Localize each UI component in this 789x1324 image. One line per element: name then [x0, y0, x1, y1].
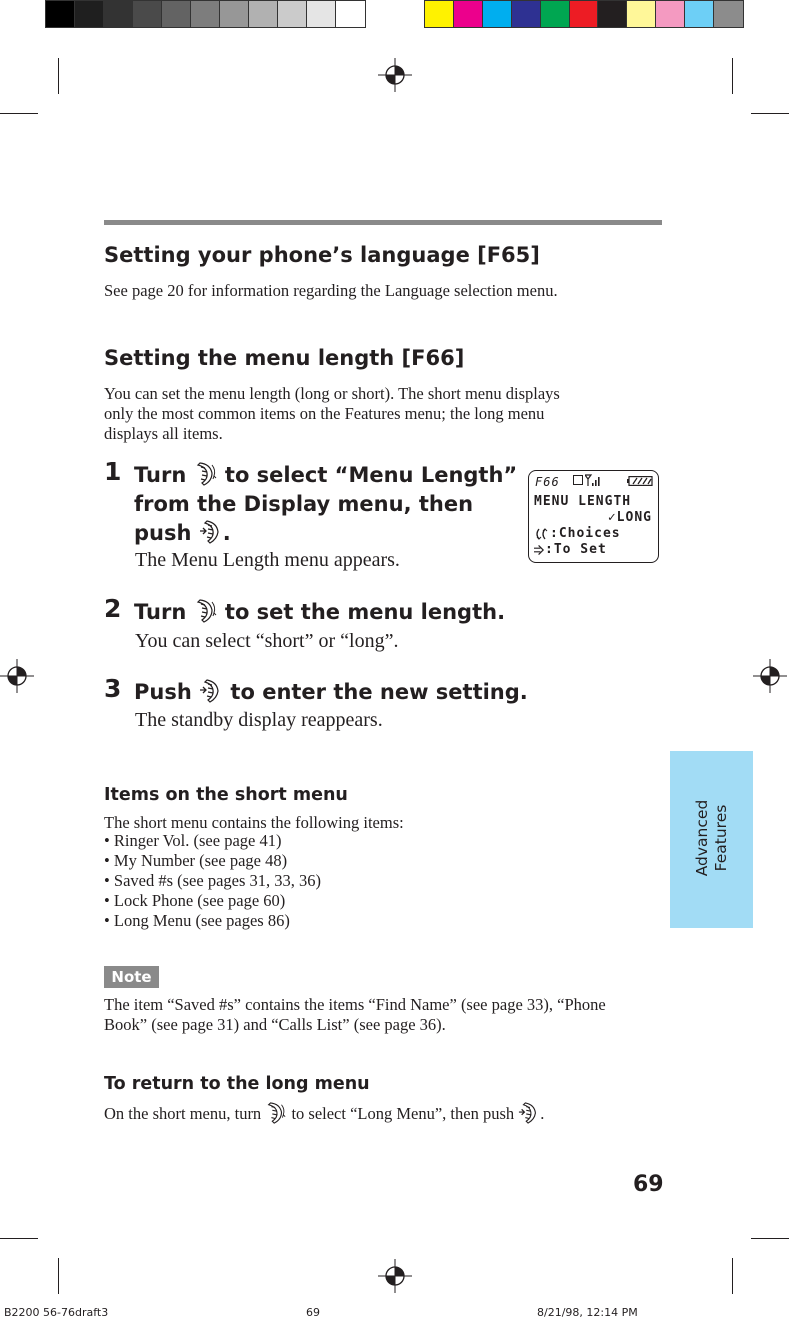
step-title-text: from the Display menu, then	[134, 492, 474, 516]
color-swatch	[598, 1, 627, 27]
note-line: Book” (see page 31) and “Calls List” (see page 36).	[104, 1015, 446, 1034]
lcd-code: F66	[535, 475, 560, 489]
crop-mark	[732, 1258, 733, 1294]
step-title-text: to set the menu length.	[224, 600, 506, 624]
subsection-heading-return: To return to the long menu	[104, 1074, 370, 1094]
page-number: 69	[633, 1172, 664, 1197]
process-color-bar	[424, 0, 744, 28]
lcd-line-3	[534, 526, 621, 542]
crop-mark	[732, 58, 733, 94]
list-item: • My Number (see page 48)	[104, 851, 288, 870]
footer-datetime: 8/21/98, 12:14 PM	[537, 1306, 638, 1319]
phone-display	[528, 470, 659, 563]
color-swatch	[714, 1, 743, 27]
step-result: You can select “short” or “long”.	[135, 630, 399, 652]
step-title-text: Turn	[134, 600, 187, 624]
color-swatch	[627, 1, 656, 27]
turn-arrows-icon	[534, 528, 550, 540]
color-swatch	[454, 1, 483, 27]
intro-line: displays all items.	[104, 424, 223, 443]
return-text	[104, 1101, 544, 1125]
lcd-line-4-text: :To Set	[545, 542, 607, 557]
color-swatch	[191, 1, 220, 27]
color-swatch	[336, 1, 365, 27]
registration-mark-icon	[0, 659, 34, 693]
registration-mark-icon	[753, 659, 787, 693]
color-swatch	[656, 1, 685, 27]
signal-strength-icon	[585, 474, 601, 486]
color-swatch	[46, 1, 75, 27]
jog-dial-push-icon	[199, 519, 223, 545]
note-text	[104, 995, 606, 1035]
color-swatch	[570, 1, 599, 27]
note-line: The item “Saved #s” contains the items “Find Name” (see page 33), “Phone	[104, 995, 606, 1014]
intro-line: only the most common items on the Features menu; the long menu	[104, 404, 545, 423]
list-item: • Ringer Vol. (see page 41)	[104, 831, 282, 850]
registration-mark-icon	[378, 58, 412, 92]
color-swatch	[512, 1, 541, 27]
jog-dial-push-icon	[518, 1101, 540, 1125]
section-rule	[104, 220, 662, 225]
color-swatch	[249, 1, 278, 27]
step-title-text: Push	[134, 680, 192, 704]
lcd-line-1: MENU LENGTH	[534, 494, 632, 509]
list-item: • Saved #s (see pages 31, 33, 36)	[104, 871, 322, 890]
jog-dial-turn-icon	[194, 598, 218, 624]
crop-mark	[58, 58, 59, 94]
color-swatch	[220, 1, 249, 27]
step-number: 2	[104, 594, 122, 623]
footer-file: B2200 56-76draft3	[4, 1306, 109, 1319]
color-swatch	[541, 1, 570, 27]
crop-mark	[0, 113, 38, 114]
step-title-text: to select “Menu Length”	[224, 463, 518, 487]
intro-line: You can set the menu length (long or short). The short menu displays	[104, 384, 560, 403]
crop-mark	[751, 113, 789, 114]
section-heading-menu-length: Setting the menu length [F66]	[104, 346, 465, 370]
color-swatch	[307, 1, 336, 27]
grayscale-color-bar	[45, 0, 366, 28]
section-body-language: See page 20 for information regarding the Language selection menu.	[104, 281, 558, 300]
chapter-tab-line: Advanced	[693, 799, 711, 877]
crop-mark	[58, 1258, 59, 1294]
step-title	[134, 598, 505, 627]
short-menu-list	[104, 831, 321, 931]
color-swatch	[685, 1, 714, 27]
step-title	[134, 461, 524, 548]
list-item: • Long Menu (see pages 86)	[104, 911, 290, 930]
step-number: 1	[104, 457, 122, 486]
section-intro-menu-length	[104, 384, 560, 444]
battery-icon	[627, 475, 653, 485]
lcd-digital-icon	[573, 475, 583, 485]
jog-dial-turn-icon	[194, 461, 218, 487]
color-swatch	[133, 1, 162, 27]
chapter-tab-line: Features	[712, 804, 730, 872]
short-menu-intro: The short menu contains the following items:	[104, 813, 404, 832]
note-label: Note	[104, 966, 159, 988]
lcd-line-3-text: :Choices	[550, 526, 621, 541]
subsection-heading-short-menu: Items on the short menu	[104, 785, 348, 805]
step-title-text: .	[222, 521, 231, 545]
color-swatch	[75, 1, 104, 27]
step-result: The Menu Length menu appears.	[135, 549, 400, 571]
color-swatch	[162, 1, 191, 27]
step-title-text: push	[134, 521, 192, 545]
return-text-part: to select “Long Menu”, then push	[291, 1104, 515, 1123]
jog-dial-turn-icon	[265, 1101, 287, 1125]
lcd-line-4	[534, 542, 607, 558]
chapter-tab-label	[693, 763, 731, 913]
push-arrow-icon	[534, 544, 545, 556]
return-text-part: On the short menu, turn	[104, 1104, 262, 1123]
color-swatch	[425, 1, 454, 27]
crop-mark	[751, 1238, 789, 1239]
step-number: 3	[104, 674, 122, 703]
list-item: • Lock Phone (see page 60)	[104, 891, 286, 910]
lcd-line-2: ✓LONG	[607, 510, 652, 525]
color-swatch	[104, 1, 133, 27]
section-heading-language: Setting your phone’s language [F65]	[104, 243, 540, 267]
step-title-text: Turn	[134, 463, 187, 487]
step-title-text: to enter the new setting.	[230, 680, 528, 704]
step-result: The standby display reappears.	[135, 709, 383, 731]
color-swatch	[483, 1, 512, 27]
registration-mark-icon	[378, 1259, 412, 1293]
footer-page: 69	[306, 1306, 320, 1319]
return-text-part: .	[540, 1104, 545, 1123]
step-title	[134, 678, 528, 707]
color-swatch	[278, 1, 307, 27]
crop-mark	[0, 1238, 38, 1239]
jog-dial-push-icon	[199, 678, 223, 704]
